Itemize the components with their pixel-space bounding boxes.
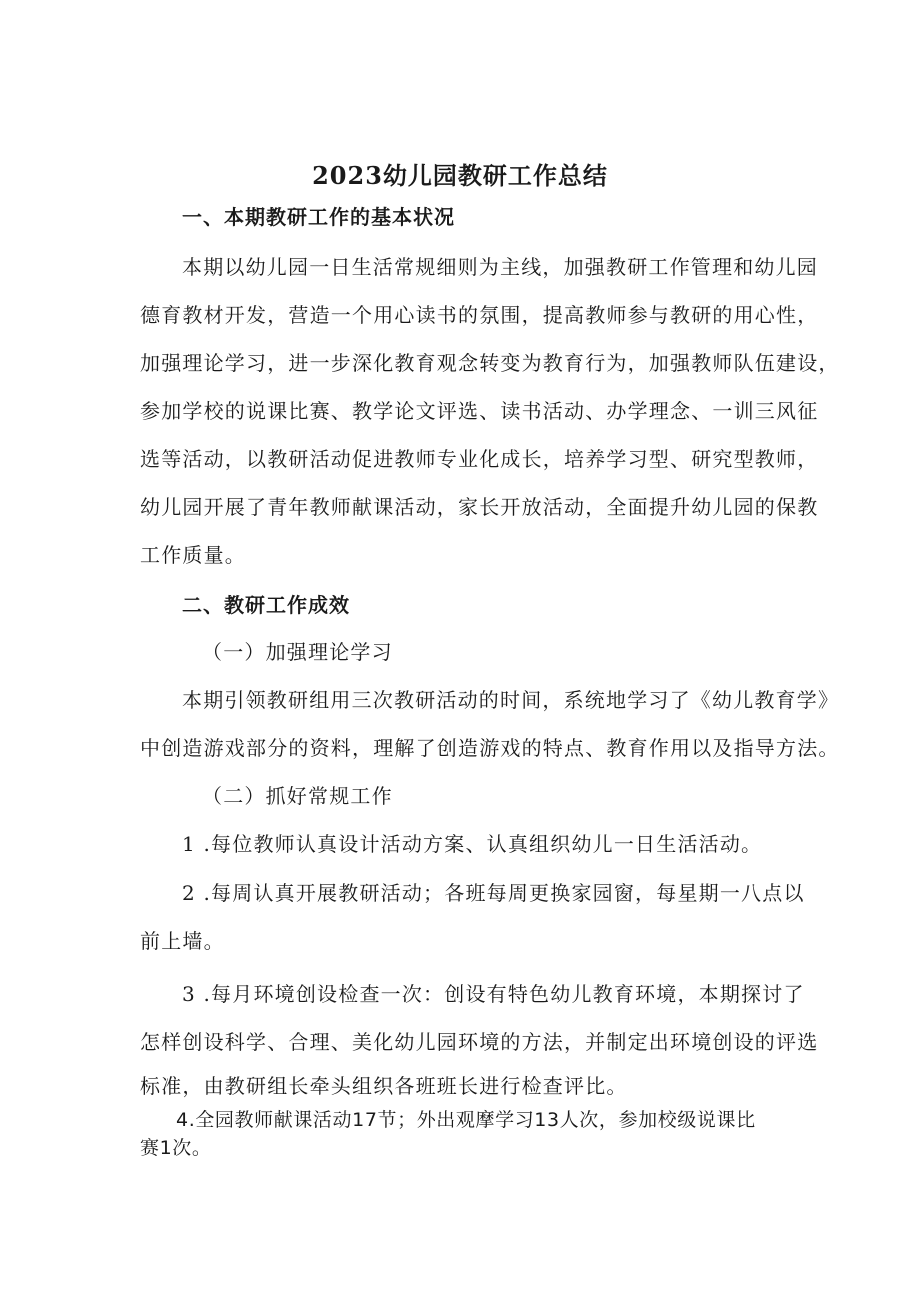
list-item-continuation: 标准，由教研组长牵头组织各班班长进行检查评比。 xyxy=(140,1074,628,1098)
list-item: 3 .每月环境创设检查一次：创设有特色幼儿教育环境，本期探讨了 xyxy=(182,982,805,1006)
paragraph-line: 选等活动，以教研活动促进教师专业化成长，培养学习型、研究型教师， xyxy=(140,447,819,471)
paragraph-line: 加强理论学习，进一步深化教育观念转变为教育行为，加强教师队伍建设， xyxy=(140,351,840,375)
list-item: 2 .每周认真开展教研活动；各班每周更换家园窗，每星期一八点以 xyxy=(182,881,805,905)
list-item-continuation: 赛1次。 xyxy=(140,1137,212,1159)
paragraph-line: 本期引领教研组用三次教研活动的时间，系统地学习了《幼儿教育学》 xyxy=(182,688,840,712)
paragraph-line: 工作质量。 xyxy=(140,543,246,567)
list-item: 4.全园教师献课活动17节；外出观摩学习13人次，参加校级说课比 xyxy=(176,1109,756,1131)
paragraph-line: 幼儿园开展了青年教师献课活动，家长开放活动，全面提升幼儿园的保教 xyxy=(140,495,819,519)
document-title: 2023幼儿园教研工作总结 xyxy=(312,161,608,190)
section-heading: 二、教研工作成效 xyxy=(182,593,350,617)
paragraph-line: 中创造游戏部分的资料，理解了创造游戏的特点、教育作用以及指导方法。 xyxy=(140,736,840,760)
list-item: 1 .每位教师认真设计活动方案、认真组织幼儿一日生活活动。 xyxy=(182,832,763,856)
list-item-continuation: 前上墙。 xyxy=(140,929,225,953)
paragraph-line: 本期以幼儿园一日生活常规细则为主线，加强教研工作管理和幼儿园 xyxy=(182,255,818,279)
subsection-heading: （一）加强理论学习 xyxy=(202,640,393,664)
list-item-continuation: 怎样创设科学、合理、美化幼儿园环境的方法，并制定出环境创设的评选 xyxy=(140,1030,819,1054)
paragraph-line: 参加学校的说课比赛、教学论文评选、读书活动、办学理念、一训三风征 xyxy=(140,399,819,423)
section-heading: 一、本期教研工作的基本状况 xyxy=(182,205,455,229)
subsection-heading: （二）抓好常规工作 xyxy=(202,784,393,808)
paragraph-line: 德育教材开发，营造一个用心读书的氛围，提高教师参与教研的用心性， xyxy=(140,303,819,327)
